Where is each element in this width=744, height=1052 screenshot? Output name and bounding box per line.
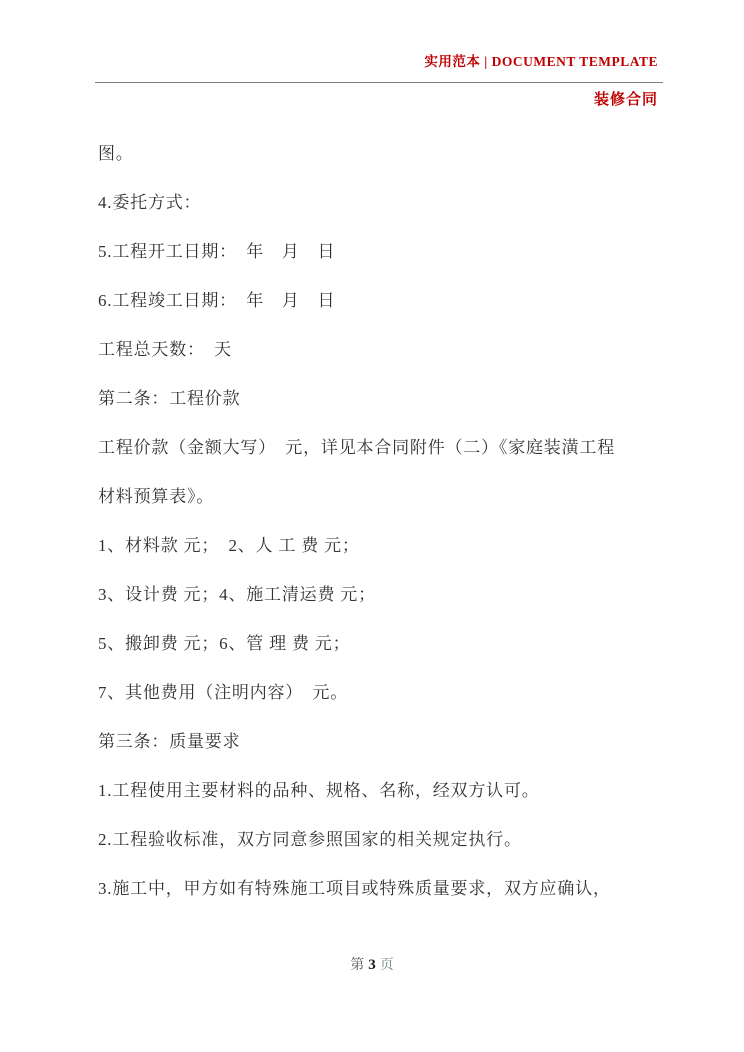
page-number-prefix: 第 <box>350 958 365 973</box>
header-doc-title: 装修合同 <box>593 92 658 108</box>
paragraph-line: 1、材料款 元； 2、人 工 费 元； <box>98 536 360 555</box>
paragraph-line: 第三条：质量要求 <box>98 732 241 751</box>
paragraph-line: 3、设计费 元；4、施工清运费 元； <box>98 585 376 604</box>
paragraph-line: 工程价款（金额大写） 元，详见本合同附件（二）《家庭装潢工程 <box>98 438 615 457</box>
paragraph-line: 7、其他费用（注明内容） 元。 <box>98 683 348 702</box>
paragraph-line: 图。 <box>98 144 134 163</box>
header-brand: 实用范本 | DOCUMENT TEMPLATE <box>424 54 658 69</box>
paragraph-line: 材料预算表》。 <box>98 487 215 506</box>
paragraph-line: 第二条：工程价款 <box>98 389 241 408</box>
page-number-suffix: 页 <box>379 958 394 973</box>
document-body <box>98 127 674 911</box>
paragraph-line: 4.委托方式： <box>98 193 202 212</box>
paragraph-line: 5、搬卸费 元；6、管 理 费 元； <box>98 634 351 653</box>
paragraph-line: 3.施工中，甲方如有特殊施工项目或特殊质量要求，双方应确认， <box>98 879 611 898</box>
paragraph-line: 1.工程使用主要材料的品种、规格、名称，经双方认可。 <box>98 781 540 800</box>
header-divider <box>95 82 663 83</box>
paragraph-line: 2.工程验收标准，双方同意参照国家的相关规定执行。 <box>98 830 522 849</box>
page-number: 3 <box>368 957 376 973</box>
paragraph-line: 5.工程开工日期： 年 月 日 <box>98 242 336 261</box>
paragraph-line: 工程总天数： 天 <box>98 340 232 359</box>
page-footer <box>0 953 744 978</box>
paragraph-line: 6.工程竣工日期： 年 月 日 <box>98 291 336 310</box>
